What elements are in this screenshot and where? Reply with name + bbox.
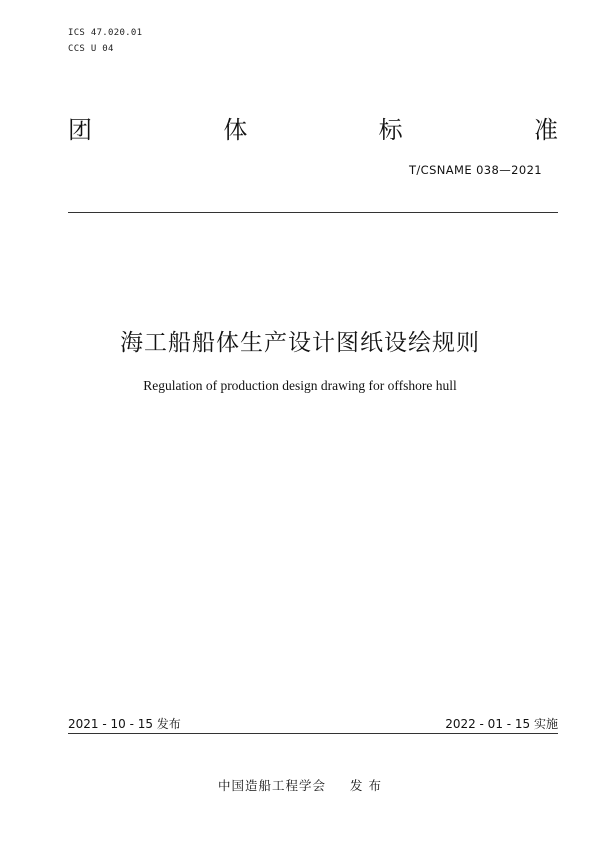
standard-number: T/CSNAME 038—2021 xyxy=(408,163,542,177)
ccs-code: CCS U 04 xyxy=(68,44,114,54)
bottom-divider xyxy=(68,733,558,734)
standard-type-char-4: 准 xyxy=(533,116,558,144)
implementation-date: 2022 - 01 - 15 实施 xyxy=(445,717,558,731)
ics-code: ICS 47.020.01 xyxy=(68,28,143,38)
issuer-line xyxy=(0,776,600,794)
issue-date: 2021 - 10 - 15 发布 xyxy=(68,717,181,731)
title-chinese: 海工船船体生产设计图纸设绘规则 xyxy=(120,330,480,356)
title-english: Regulation of production design drawing for offshore hull xyxy=(143,378,457,393)
standard-type-char-1: 团 xyxy=(68,116,92,144)
issuer-action: 发 布 xyxy=(350,778,382,793)
standard-type-char-3: 标 xyxy=(378,116,403,144)
issuer-name: 中国造船工程学会 xyxy=(218,778,327,793)
standard-type-char-2: 体 xyxy=(223,116,248,144)
top-divider xyxy=(68,212,558,213)
standard-type-heading xyxy=(68,116,558,144)
